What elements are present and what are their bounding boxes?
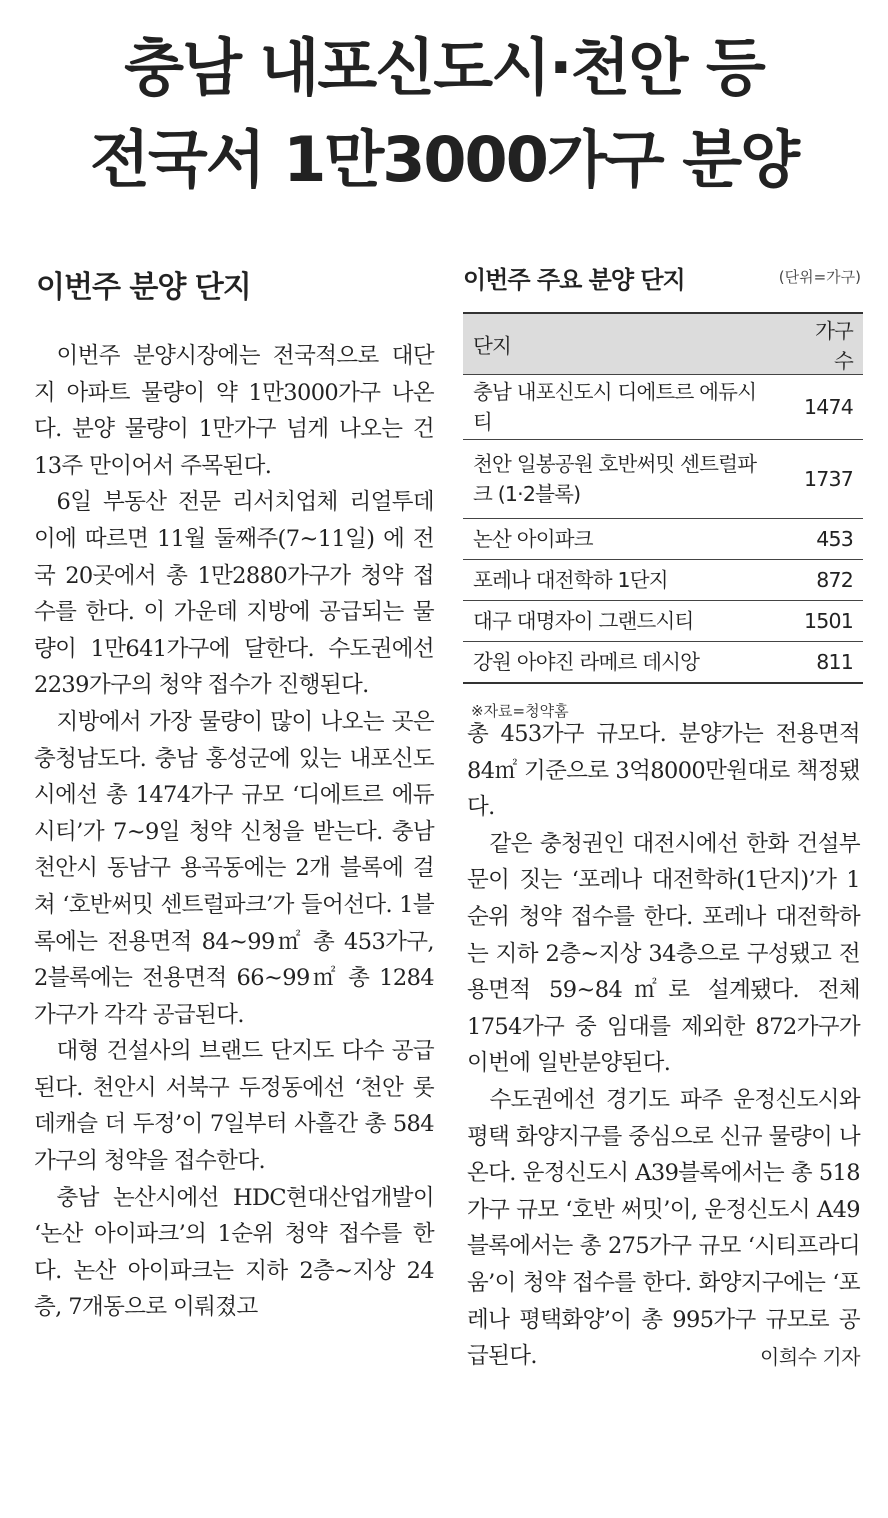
table-header-row	[463, 313, 863, 375]
article-body-left	[34, 338, 434, 1326]
paragraph: 대형 건설사의 브랜드 단지도 다수 공급된다. 천안시 서북구 두정동에선 ‘천안 롯데캐슬 더 두정’이 7일부터 사흘간 총 584가구의 청약을 접수한다.	[34, 1038, 434, 1175]
paragraph: 수도권에선 경기도 파주 운정신도시와 평택 화양지구를 중심으로 신규 물량이 나온다. 운정신도시 A39블록에서는 총 518가구 규모 ‘호반 써밋’이, 운정신도시 A49 블록에서는 총 275가구 규모 ‘시티프라디움’이 청약 접수를 한다. 화양지구에는 ‘포레나 평택화양’이 총 995가구 규모로 공급된다.	[467, 1086, 860, 1370]
section-title: 이번주 분양 단지	[36, 270, 251, 305]
paragraph: 이번주 분양시장에는 전국적으로 대단지 아파트 물량이 약 1만3000가구 나온다. 분양 물량이 1만가구 넘게 나오는 건 13주 만이어서 주목된다.	[34, 343, 434, 479]
table-row	[463, 519, 863, 560]
unit-count: 453	[784, 519, 863, 560]
paragraph: 같은 충청권인 대전시에선 한화 건설부문이 짓는 ‘포레나 대전학하(1단지)’가 1순위 청약 접수를 한다. 포레나 대전학하는 지하 2층~지상 34층으로 구성됐고 전용면적 59~84㎡로 설계됐다. 전체 1754가구 중 임대를 제외한 872가구가 이번에 일반분양된다.	[467, 830, 860, 1077]
paragraph: 충남 논산시에선 HDC현대산업개발이 ‘논산 아이파크’의 1순위 청약 접수를 한다. 논산 아이파크는 지하 2층~지상 24층, 7개동으로 이뤄졌고	[34, 1184, 434, 1321]
sales-table-box	[463, 262, 863, 721]
table-row	[463, 642, 863, 684]
complex-name: 포레나 대전학하 1단지	[463, 560, 784, 601]
article-body-right	[467, 716, 860, 1375]
complex-name: 대구 대명자이 그랜드시티	[463, 601, 784, 642]
headline	[0, 22, 888, 206]
complex-name: 강원 아야진 라메르 데시앙	[463, 642, 784, 684]
paragraph: 지방에서 가장 물량이 많이 나오는 곳은 충청남도다. 충남 홍성군에 있는 내포신도시에선 총 1474가구 규모 ‘디에트르 에듀시티’가 7~9일 청약 신청을 받는다. 충남 천안시 동남구 용곡동에는 2개 블록에 걸쳐 ‘호반써밋 센트럴파크’가 들어선다. 1블록에는 전용면적 84~99㎡ 총 453가구, 2블록에는 전용면적 66~99㎡ 총 1284가구가 각각 공급된다.	[34, 708, 434, 1028]
unit-count: 811	[784, 642, 863, 684]
headline-line-1: 충남 내포신도시·천안 등	[124, 31, 764, 104]
table-title: 이번주 주요 분양 단지	[463, 266, 685, 294]
unit-count: 872	[784, 560, 863, 601]
paragraph: 총 453가구 규모다. 분양가는 전용면적 84㎡ 기준으로 3억8000만원대로 책정됐다.	[467, 721, 860, 821]
sales-table	[463, 312, 863, 684]
complex-name: 논산 아이파크	[463, 519, 784, 560]
table-source: ※자료=청약홈	[471, 702, 569, 720]
paragraph: 6일 부동산 전문 리서치업체 리얼투데이에 따르면 11월 둘째주(7~11일) 에 전국 20곳에서 총 1만2880가구가 청약 접수를 한다. 이 가운데 지방에 공급되는 물량이 1만641가구에 달한다. 수도권에선 2239가구의 청약 접수가 진행된다.	[34, 489, 434, 699]
table-row	[463, 560, 863, 601]
complex-name: 충남 내포신도시 디에트르 에듀시티	[463, 375, 784, 440]
column-header-name: 단지	[463, 313, 784, 375]
unit-count: 1737	[784, 440, 863, 519]
headline-line-2: 전국서 1만3000가구 분양	[89, 123, 798, 196]
table-row	[463, 440, 863, 519]
complex-name: 천안 일봉공원 호반써밋 센트럴파크 (1·2블록)	[463, 440, 784, 519]
unit-count: 1501	[784, 601, 863, 642]
unit-count: 1474	[784, 375, 863, 440]
column-header-count: 가구 수	[784, 313, 863, 375]
byline: 이희수 기자	[760, 1344, 860, 1369]
table-unit: (단위=가구)	[778, 268, 861, 286]
table-row	[463, 601, 863, 642]
table-row	[463, 375, 863, 440]
